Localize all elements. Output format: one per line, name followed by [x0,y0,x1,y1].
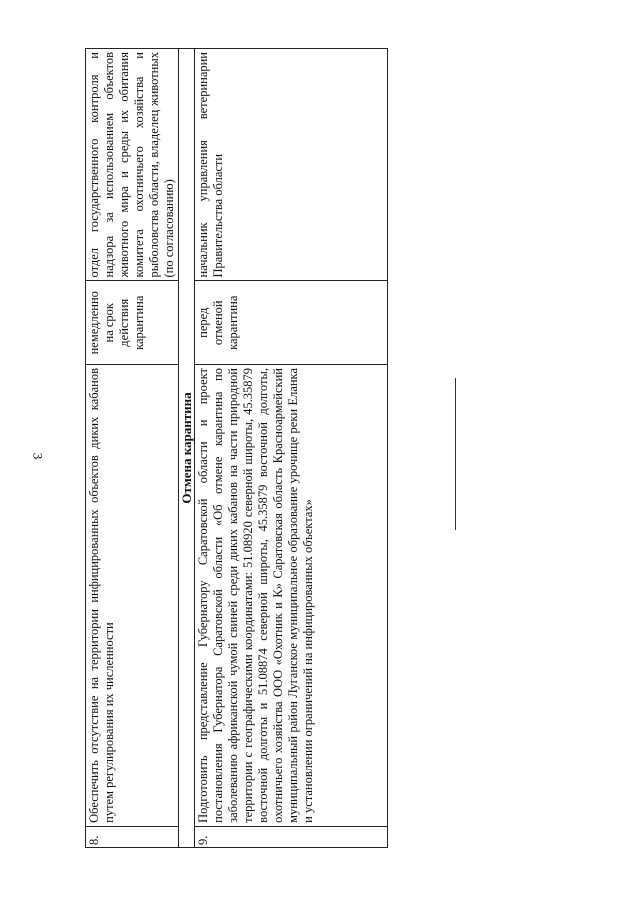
responsible-cell: отдел государственного контроля и надзора за использованием объектов животного мира и среды их обитания комитета охотничьего хозяйства и рыболовства области, владелец животных (по согласованию) [86,49,179,281]
task-cell: Обеспечить отсутствие на территории инфицированных объектов диких кабанов путем регулирования их численности [86,365,179,827]
responsible-cell: начальник управления ветеринарии Правительства области [195,49,388,281]
term-cell: перед отменой карантина [195,281,388,365]
section-row [179,49,195,848]
row-number: 8. [86,826,179,847]
row-number: 9. [195,826,388,847]
section-title: Отмена карантина [179,49,195,848]
table-row [195,49,388,848]
task-cell: Подготовить представление Губернатору Саратовской области и проект постановления Губернатора Саратовской области «Об отмене карантина по заболеванию африканской чумой свиней среди диких кабанов на части природной территории с географическими координатами: 51.08920 северной широты, 45.35879 восточной долготы и 51.08874 северной широты, 45.35879 восточной долготы, охотничьего хозяйства ООО «Охотник и К» Саратовская область Красноармейский муниципальный район Луганское муниципальное образование урочище реки Еланка и установлении ограничений на инфицированных объектах» [195,365,388,827]
table-row [86,49,179,848]
plan-table [85,48,388,848]
rotated-table-container [85,48,640,848]
page-number: 3 [30,452,46,460]
term-cell: немедленно на срок действия карантина [86,281,179,365]
